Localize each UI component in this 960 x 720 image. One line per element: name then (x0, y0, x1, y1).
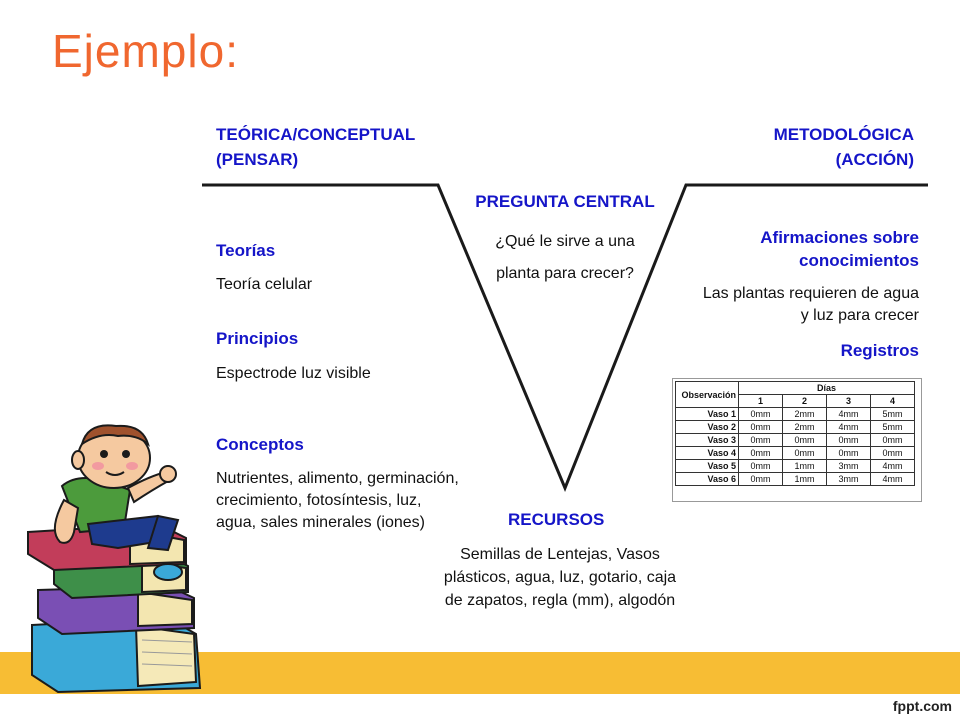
conceptos-text (216, 468, 459, 534)
table-cell: 0mm (739, 460, 783, 473)
table-cell: 1mm (783, 473, 827, 486)
afirmaciones-heading-line1: Afirmaciones sobre (760, 228, 919, 247)
table-cell: 0mm (871, 447, 915, 460)
table-cell: 4mm (827, 408, 871, 421)
table-cell: 0mm (739, 447, 783, 460)
table-row-label: Vaso 2 (676, 421, 739, 434)
boy-on-books-illustration (18, 420, 218, 695)
table-cell: 0mm (783, 434, 827, 447)
table-corner-cell: Observación (676, 382, 739, 408)
registros-heading: Registros (840, 341, 919, 360)
afirmaciones-heading (700, 226, 919, 272)
table-cell: 3mm (827, 460, 871, 473)
table-row-label: Vaso 3 (676, 434, 739, 447)
table-cell: 0mm (783, 447, 827, 460)
left-header-line1: TEÓRICA/CONCEPTUAL (216, 125, 416, 144)
table-cell: 1mm (783, 460, 827, 473)
principios-heading: Principios (216, 329, 299, 348)
recursos-line1: Semillas de Lentejas, Vasos (460, 546, 660, 563)
left-header-line2: (PENSAR) (216, 150, 299, 169)
recursos-heading: RECURSOS (508, 510, 605, 529)
table-day-header: 1 (739, 395, 783, 408)
table-row-label: Vaso 1 (676, 408, 739, 421)
right-header-line2: (ACCIÓN) (835, 150, 914, 169)
teorias-text: Teoría celular (216, 276, 313, 293)
table-cell: 0mm (739, 408, 783, 421)
recursos-line2: plásticos, agua, luz, gotario, caja (443, 569, 677, 586)
left-header (216, 122, 415, 172)
registros-table (675, 381, 915, 486)
afirmaciones-heading-line2: conocimientos (799, 251, 919, 270)
table-row-label: Vaso 4 (676, 447, 739, 460)
recursos-text (410, 543, 710, 612)
table-cell: 4mm (871, 473, 915, 486)
table-cell: 0mm (739, 473, 783, 486)
table-row (676, 473, 915, 486)
table-day-header: 2 (783, 395, 827, 408)
central-question-heading: PREGUNTA CENTRAL (475, 192, 655, 211)
table-row (676, 408, 915, 421)
afirmaciones-line2: y luz para crecer (800, 307, 919, 324)
table-row (676, 421, 915, 434)
right-header (700, 122, 914, 172)
table-day-header: 4 (871, 395, 915, 408)
table-cell: 0mm (739, 421, 783, 434)
central-question-line2: planta para crecer? (496, 265, 634, 282)
table-day-header: 3 (827, 395, 871, 408)
table-row (676, 434, 915, 447)
central-question-line1: ¿Qué le sirve a una (495, 233, 635, 250)
table-cell: 5mm (871, 408, 915, 421)
table-body (676, 408, 915, 486)
central-question (470, 226, 660, 290)
table-header-row (676, 382, 915, 395)
conceptos-line1: Nutrientes, alimento, germinación, (216, 470, 459, 487)
table-cell: 2mm (783, 421, 827, 434)
footer-brand: fppt.com (892, 698, 952, 714)
slide-title: Ejemplo: (52, 25, 239, 77)
table-row (676, 460, 915, 473)
table-cell: 0mm (827, 447, 871, 460)
table-cell: 0mm (739, 434, 783, 447)
afirmaciones-line1: Las plantas requieren de agua (702, 285, 919, 302)
table-row (676, 447, 915, 460)
table-row-label: Vaso 5 (676, 460, 739, 473)
recursos-line3: de zapatos, regla (mm), algodón (444, 592, 676, 609)
afirmaciones-text (640, 283, 919, 327)
table-cell: 0mm (827, 434, 871, 447)
table-cell: 0mm (871, 434, 915, 447)
conceptos-line3: agua, sales minerales (iones) (216, 514, 425, 531)
table-row-label: Vaso 6 (676, 473, 739, 486)
conceptos-line2: crecimiento, fotosíntesis, luz, (216, 492, 422, 509)
table-cell: 4mm (871, 460, 915, 473)
teorias-heading: Teorías (216, 241, 276, 260)
table-cell: 4mm (827, 421, 871, 434)
registros-table-frame (672, 378, 922, 502)
table-group-header: Días (739, 382, 915, 395)
table-cell: 3mm (827, 473, 871, 486)
principios-text: Espectrode luz visible (216, 365, 371, 382)
table-cell: 2mm (783, 408, 827, 421)
table-cell: 5mm (871, 421, 915, 434)
right-header-line1: METODOLÓGICA (773, 125, 914, 144)
conceptos-heading: Conceptos (216, 435, 304, 454)
